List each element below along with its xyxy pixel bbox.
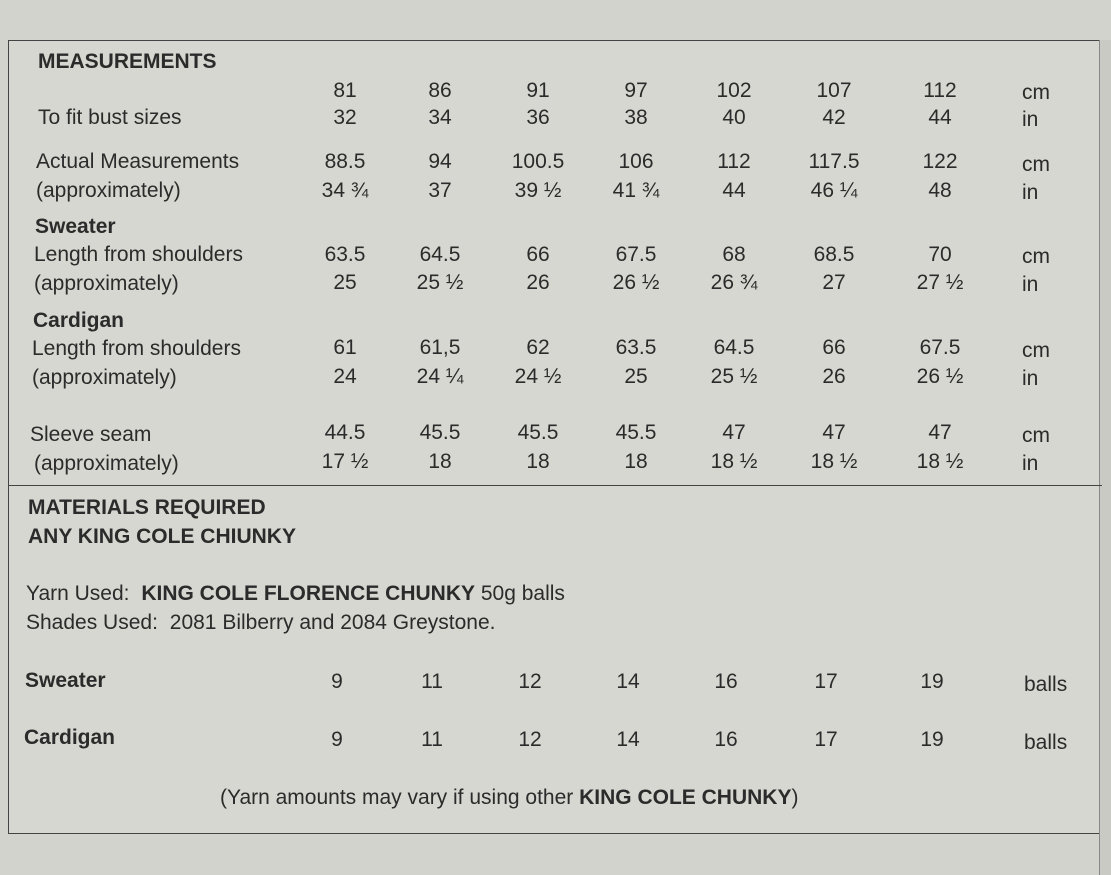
shades-line bbox=[26, 609, 495, 637]
size-value: 17 ½ bbox=[321, 450, 369, 473]
size-value: 47 bbox=[722, 421, 746, 444]
size-value: 18 bbox=[428, 450, 452, 473]
actual-label: Actual Measurements bbox=[36, 150, 240, 173]
size-value: 38 bbox=[624, 106, 648, 129]
size-value: 42 bbox=[822, 106, 846, 129]
size-value: 26 bbox=[822, 365, 846, 388]
yarn-name: KING COLE FLORENCE CHUNKY bbox=[141, 582, 476, 605]
size-value: 44.5 bbox=[324, 421, 366, 444]
cardigan-heading: Cardigan bbox=[33, 309, 125, 332]
size-value: 41 ¾ bbox=[612, 179, 660, 202]
size-value: 39 ½ bbox=[514, 179, 562, 202]
size-value: 91 bbox=[526, 79, 550, 102]
size-value: 44 bbox=[722, 179, 746, 202]
size-value: 117.5 bbox=[808, 150, 860, 173]
cardigan-approx-label: (approximately) bbox=[32, 366, 177, 389]
unit-in: in bbox=[1022, 181, 1039, 204]
size-value: 68 bbox=[722, 243, 746, 266]
cardigan-balls-label: Cardigan bbox=[24, 726, 116, 749]
yarn-note bbox=[220, 784, 798, 812]
size-value: 9 bbox=[331, 670, 343, 693]
size-value: 86 bbox=[428, 79, 452, 102]
size-value: 81 bbox=[333, 79, 357, 102]
size-value: 61,5 bbox=[419, 336, 461, 359]
shades-label: Shades Used: bbox=[26, 611, 158, 634]
size-value: 25 ½ bbox=[710, 365, 758, 388]
unit-balls: balls bbox=[1024, 673, 1068, 696]
size-value: 47 bbox=[928, 421, 952, 444]
size-value: 24 ¼ bbox=[416, 365, 464, 388]
size-value: 26 ½ bbox=[612, 271, 660, 294]
size-value: 17 bbox=[814, 670, 838, 693]
size-value: 40 bbox=[722, 106, 746, 129]
size-value: 45.5 bbox=[517, 421, 559, 444]
size-value: 45.5 bbox=[419, 421, 461, 444]
unit-in: in bbox=[1022, 108, 1039, 131]
shades-value: 2081 Bilberry and 2084 Greystone. bbox=[169, 611, 496, 634]
size-value: 19 bbox=[920, 670, 944, 693]
section-divider bbox=[8, 485, 1102, 486]
size-value: 106 bbox=[618, 150, 654, 173]
size-value: 45.5 bbox=[615, 421, 657, 444]
size-value: 37 bbox=[428, 179, 452, 202]
size-value: 25 bbox=[624, 365, 648, 388]
size-value: 67.5 bbox=[615, 243, 657, 266]
size-value: 112 bbox=[923, 79, 957, 102]
size-value: 68.5 bbox=[813, 243, 855, 266]
size-value: 9 bbox=[331, 728, 343, 751]
size-value: 61 bbox=[333, 336, 357, 359]
size-value: 18 bbox=[526, 450, 550, 473]
size-value: 24 bbox=[333, 365, 357, 388]
size-value: 63.5 bbox=[615, 336, 657, 359]
unit-cm: cm bbox=[1022, 81, 1050, 104]
size-value: 12 bbox=[518, 728, 542, 751]
size-value: 122 bbox=[922, 150, 958, 173]
size-value: 62 bbox=[526, 336, 550, 359]
size-value: 47 bbox=[822, 421, 846, 444]
size-value: 44 bbox=[928, 106, 952, 129]
size-value: 16 bbox=[714, 728, 738, 751]
size-value: 18 ½ bbox=[710, 450, 758, 473]
size-value: 25 bbox=[333, 271, 357, 294]
size-value: 14 bbox=[616, 728, 640, 751]
size-value: 102 bbox=[716, 79, 752, 102]
size-value: 112 bbox=[717, 150, 751, 173]
sweater-balls-label: Sweater bbox=[25, 669, 106, 692]
unit-in: in bbox=[1022, 273, 1039, 296]
size-value: 67.5 bbox=[919, 336, 961, 359]
size-value: 66 bbox=[822, 336, 846, 359]
size-value: 16 bbox=[714, 670, 738, 693]
size-value: 25 ½ bbox=[416, 271, 464, 294]
size-value: 26 bbox=[526, 271, 550, 294]
unit-cm: cm bbox=[1022, 424, 1050, 447]
size-value: 27 bbox=[822, 271, 846, 294]
sleeve-approx-label: (approximately) bbox=[34, 452, 179, 475]
unit-cm: cm bbox=[1022, 153, 1050, 176]
note-brand: KING COLE CHUNKY bbox=[579, 786, 792, 809]
unit-in: in bbox=[1022, 452, 1039, 475]
size-value: 12 bbox=[518, 670, 542, 693]
actual-approx-label: (approximately) bbox=[36, 179, 181, 202]
size-value: 48 bbox=[928, 179, 952, 202]
size-value: 100.5 bbox=[511, 150, 565, 173]
size-value: 27 ½ bbox=[916, 271, 964, 294]
unit-in: in bbox=[1022, 367, 1039, 390]
size-value: 107 bbox=[816, 79, 852, 102]
size-value: 34 bbox=[428, 106, 452, 129]
size-value: 18 ½ bbox=[916, 450, 964, 473]
size-value: 18 ½ bbox=[810, 450, 858, 473]
note-suffix: ) bbox=[791, 786, 799, 809]
size-value: 46 ¼ bbox=[810, 179, 858, 202]
size-value: 24 ½ bbox=[514, 365, 562, 388]
size-value: 63.5 bbox=[324, 243, 366, 266]
size-value: 11 bbox=[421, 728, 443, 751]
size-value: 88.5 bbox=[324, 150, 366, 173]
sweater-approx-label: (approximately) bbox=[34, 272, 179, 295]
size-value: 36 bbox=[526, 106, 550, 129]
size-value: 97 bbox=[624, 79, 648, 102]
page-edge bbox=[1099, 40, 1111, 875]
size-value: 64.5 bbox=[419, 243, 461, 266]
cardigan-length-label: Length from shoulders bbox=[32, 337, 241, 360]
unit-balls: balls bbox=[1024, 731, 1068, 754]
note-prefix: (Yarn amounts may vary if using other bbox=[220, 786, 574, 809]
sleeve-label: Sleeve seam bbox=[30, 423, 152, 446]
measurements-heading: MEASUREMENTS bbox=[38, 50, 217, 73]
size-value: 64.5 bbox=[713, 336, 755, 359]
size-value: 18 bbox=[624, 450, 648, 473]
unit-cm: cm bbox=[1022, 245, 1050, 268]
yarn-label: Yarn Used: bbox=[26, 582, 130, 605]
materials-heading: MATERIALS REQUIRED bbox=[28, 496, 266, 519]
yarn-line bbox=[26, 580, 565, 608]
size-value: 94 bbox=[428, 150, 452, 173]
yarn-suffix: 50g balls bbox=[480, 582, 565, 605]
size-value: 34 ¾ bbox=[321, 179, 369, 202]
size-value: 32 bbox=[333, 106, 357, 129]
bust-label: To fit bust sizes bbox=[38, 106, 182, 129]
size-value: 11 bbox=[421, 670, 443, 693]
size-value: 26 ¾ bbox=[710, 271, 758, 294]
size-value: 70 bbox=[928, 243, 952, 266]
sweater-length-label: Length from shoulders bbox=[34, 243, 243, 266]
size-value: 66 bbox=[526, 243, 550, 266]
size-value: 19 bbox=[920, 728, 944, 751]
sweater-heading: Sweater bbox=[35, 215, 116, 238]
materials-subheading: ANY KING COLE CHIUNKY bbox=[28, 525, 296, 548]
size-value: 17 bbox=[814, 728, 838, 751]
size-value: 26 ½ bbox=[916, 365, 964, 388]
size-value: 14 bbox=[616, 670, 640, 693]
unit-cm: cm bbox=[1022, 339, 1050, 362]
